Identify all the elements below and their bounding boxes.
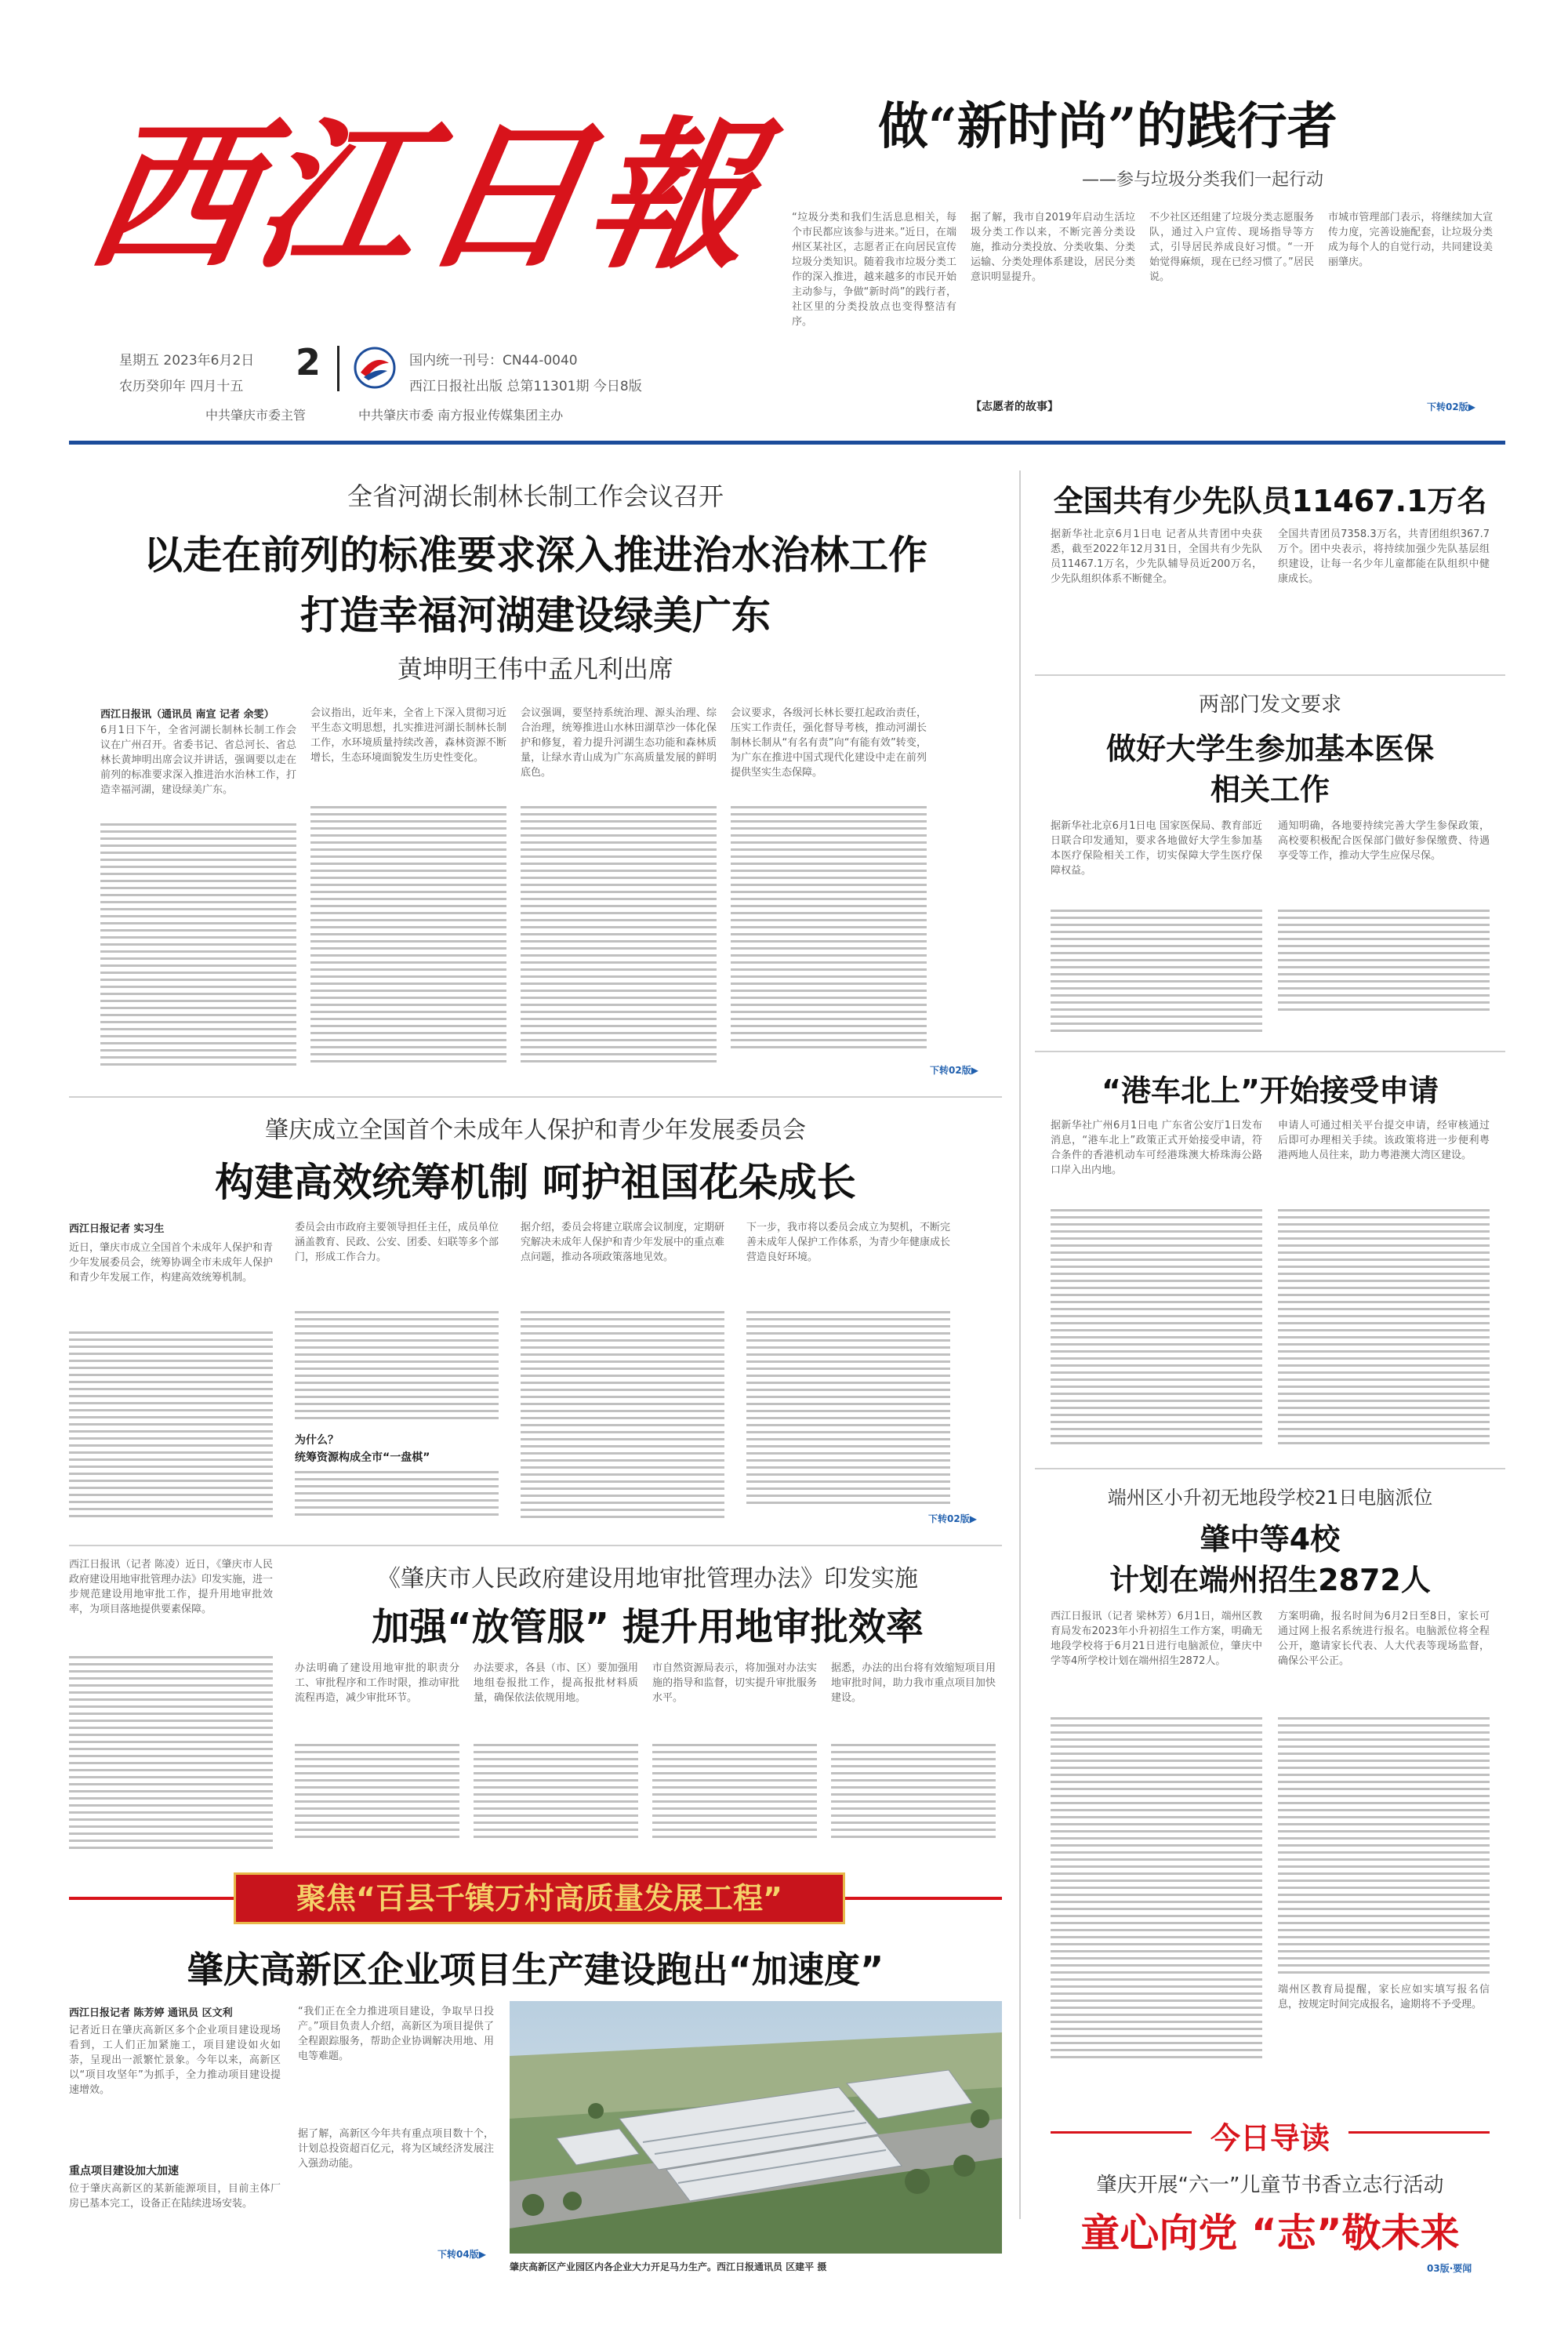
lead-col2-body <box>310 806 506 1065</box>
date-line: 星期五 2023年6月2日 <box>119 353 255 369</box>
industrial-park-photo <box>510 2001 1002 2254</box>
minors-col1-body <box>69 1331 273 1520</box>
land-col3-body <box>652 1744 817 1838</box>
hk-cars-story <box>1035 1057 1505 1465</box>
hk-cars-col2-body <box>1278 1209 1490 1444</box>
top-feature-subtitle: ——参与垃圾分类我们一起行动 <box>1082 170 1324 190</box>
land-col-left-body <box>69 1656 273 1852</box>
land-story <box>69 1551 1002 1872</box>
hk-cars-col1: 据新华社广州6月1日电 广东省公安厅1日发布消息，“港车北上”政策正式开始接受申请，符合条件的香港机动车可经港珠澳大桥珠海公路口岸入出内地。 <box>1051 1120 1262 1176</box>
column-divider <box>1019 470 1021 2219</box>
cn-code: 国内统一刊号：CN44-0040 <box>409 353 578 369</box>
top-feature-more[interactable]: 下转02版▶ <box>1427 401 1475 412</box>
insurance-kicker: 两部门发文要求 <box>1198 693 1341 717</box>
land-title: 加强“放管服” 提升用地审批效率 <box>372 1605 924 1649</box>
insurance-title-line2: 相关工作 <box>1210 772 1330 807</box>
exam-col2-body <box>1278 1717 1490 1976</box>
top-feature-title: 做“新时尚”的践行者 <box>878 97 1338 156</box>
publisher-line: 西江日报社出版 总第11301期 今日8版 <box>409 379 642 394</box>
lead-byline: 西江日报讯（通讯员 南宣 记者 余雯） <box>100 709 274 721</box>
minors-col1: 近日，肇庆市成立全国首个未成年人保护和青少年发展委员会，统筹协调全市未成年人保护和青少年发展工作，构建高效统筹机制。 <box>69 1242 273 1284</box>
lead-kicker: 全省河湖长制林长制工作会议召开 <box>347 481 724 511</box>
exam-col1: 西江日报讯（记者 梁林芳）6月1日，端州区教育局发布2023年小升初招生工作方案，明确无地段学校将于6月21日进行电脑派位，肇庆中学等4所学校计划在端州招生2872人。 <box>1051 1611 1262 1667</box>
sponsor-left: 中共肇庆市委主管 <box>205 408 307 423</box>
focus-banner <box>69 1872 1002 1924</box>
preview-more[interactable]: 03版·要闻 <box>1427 2263 1472 2274</box>
hk-cars-col1-body <box>1051 1209 1262 1444</box>
lead-col3: 会议强调，要坚持系统治理、源头治理、综合治理，统筹推进山水林田湖草沙一体化保护和修复，着力提升河湖生态功能和森林质量，让绿水青山成为广东高质量发展的鲜明底色。 <box>521 707 717 779</box>
top-feature-col1: “垃圾分类和我们生活息息相关，每个市民都应该参与进来。”近日，在端州区某社区，志愿者正在向居民宣传垃圾分类知识。随着我市垃圾分类工作的深入推进，越来越多的市民开始主动参与，争做“新时尚”的践行者，社区里的分类投放点也变得整洁有序。 <box>792 212 956 328</box>
minors-kicker: 肇庆成立全国首个未成年人保护和青少年发展委员会 <box>265 1117 806 1144</box>
preview-title[interactable]: 童心向党 “志”敬未来 <box>1080 2210 1460 2256</box>
issue-line: 农历癸卯年 四月十五 <box>119 379 244 394</box>
land-col2-body <box>474 1744 638 1838</box>
pioneers-story <box>1035 470 1505 682</box>
section-divider <box>69 1545 1002 1546</box>
hk-cars-title: “港车北上”开始接受申请 <box>1102 1073 1439 1108</box>
hightech-title: 肇庆高新区企业项目生产建设跑出“加速度” <box>187 1949 884 1991</box>
minors-col2-body <box>295 1311 499 1421</box>
lead-col2: 会议指出，近年来，全省上下深入贯彻习近平生态文明思想，扎实推进河湖长制林长制工作，水环境质量持续改善，森林资源不断增长，生态环境面貌发生历史性变化。 <box>310 707 506 764</box>
lead-title-line1: 以走在前列的标准要求深入推进治水治林工作 <box>143 532 927 578</box>
photo-caption: 肇庆高新区产业园区内各企业大力开足马力生产。西江日报通讯员 区建平 摄 <box>510 2261 827 2272</box>
land-col1: 办法明确了建设用地审批的职责分工、审批程序和工作时限，推动审批流程再造，减少审批环节。 <box>295 1662 459 1704</box>
hightech-col2: “我们正在全力推进项目建设，争取早日投产。”项目负责人介绍，高新区为项目提供了全程跟踪服务，帮助企业协调解决用地、用电等难题。 <box>298 2006 494 2062</box>
land-col2: 办法要求，各县（市、区）要加强用地组卷报批工作，提高报批材料质量，确保依法依规用地。 <box>474 1662 638 1704</box>
day-number: 2 <box>296 341 321 383</box>
hightech-more[interactable]: 下转04版▶ <box>437 2249 486 2260</box>
sponsor-right: 中共肇庆市委 南方报业传媒集团主办 <box>358 408 564 423</box>
minors-col4: 下一步，我市将以委员会成立为契机，不断完善未成年人保护工作体系，为青少年健康成长营造良好环境。 <box>746 1222 950 1263</box>
lead-more[interactable]: 下转02版▶ <box>930 1065 978 1076</box>
masthead-logo <box>75 94 782 298</box>
hightech-sub: 重点项目建设加大加速 <box>69 2165 179 2177</box>
top-feature-col3: 不少社区还组建了垃圾分类志愿服务队，通过入户宣传、现场指导等方式，引导居民养成良好习惯。“一开始觉得麻烦，现在已经习惯了。”居民说。 <box>1149 212 1314 283</box>
minors-title: 构建高效统筹机制 呵护祖国花朵成长 <box>215 1160 856 1205</box>
minors-sub-q: 为什么？ <box>295 1434 339 1447</box>
lead-col3-body <box>521 806 717 1065</box>
minors-col2-body2 <box>295 1471 499 1520</box>
exam-story <box>1035 1474 1505 2101</box>
lead-title-line2: 打造幸福河湖建设绿美广东 <box>300 593 771 638</box>
land-col3: 市自然资源局表示，将加强对办法实施的指导和监督，切实提升审批服务水平。 <box>652 1662 817 1704</box>
hightech-col2b: 据了解，高新区今年共有重点项目数十个，计划总投资超百亿元，将为区域经济发展注入强劲动能。 <box>298 2128 494 2170</box>
hightech-col1b: 位于肇庆高新区的某新能源项目，目前主体厂房已基本完工，设备正在陆续进场安装。 <box>69 2183 281 2210</box>
top-feature <box>792 78 1501 423</box>
masthead-rule <box>69 441 1505 445</box>
pioneers-title: 全国共有少先队员11467.1万名 <box>1053 484 1487 518</box>
pioneers-col2: 全国共青团员7358.3万名，共青团组织367.7万个。团中央表示，将持续加强少先队基层组织建设，让每一名少年儿童都能在队组织中健康成长。 <box>1278 528 1490 585</box>
lead-col1-body <box>100 823 296 1066</box>
hightech-story <box>69 1930 1002 2291</box>
preview-rule-right <box>1348 2131 1490 2134</box>
section-divider <box>1035 1051 1505 1052</box>
land-col-left: 西江日报讯（记者 陈凌）近日，《肇庆市人民政府建设用地审批管理办法》印发实施，进一步规范建设用地审批工作，提升用地审批效率，为项目落地提供要素保障。 <box>69 1559 273 1615</box>
banner-text: 聚焦“百县千镇万村高质量发展工程” <box>296 1881 782 1916</box>
insurance-col2: 通知明确，各地要持续完善大学生参保政策，高校要积极配合医保部门做好参保缴费、待遇享受等工作，推动大学生应保尽保。 <box>1278 820 1490 862</box>
lead-col4: 会议要求，各级河长林长要扛起政治责任，压实工作责任，强化督导考核，推动河湖长制林长制从“有名有责”向“有能有效”转变，为广东在推进中国式现代化建设中走在前列提供坚实生态保障。 <box>731 707 927 779</box>
pioneers-col1: 据新华社北京6月1日电 记者从共青团中央获悉，截至2022年12月31日，全国共有少先队员11467.1万名，少先队辅导员近200万名，少先队组织体系不断健全。 <box>1051 528 1262 585</box>
lead-col1: 6月1日下午，全省河湖长制林长制工作会议在广州召开。省委书记、省总河长、省总林长黄坤明出席会议并讲话，强调要以走在前列的标准要求深入推进治水治林工作，打造幸福河湖，建设绿美广东。 <box>100 725 296 796</box>
publisher-logo-icon <box>353 346 397 390</box>
insurance-col2-body <box>1278 910 1490 1012</box>
preview-label: 今日导读 <box>1210 2121 1330 2156</box>
top-feature-tag: 【志愿者的故事】 <box>971 401 1058 413</box>
hightech-byline: 西江日报记者 陈芳婷 通讯员 区文利 <box>69 2007 233 2019</box>
top-feature-col4: 市城市管理部门表示，将继续加大宣传力度，完善设施配套，让垃圾分类成为每个人的自觉行动，共同建设美丽肇庆。 <box>1328 212 1493 268</box>
exam-kicker: 端州区小升初无地段学校21日电脑派位 <box>1107 1487 1433 1509</box>
masthead-info <box>119 341 793 427</box>
banner-box <box>234 1872 845 1924</box>
insurance-col1-body <box>1051 910 1262 1035</box>
land-col4-body <box>831 1744 996 1838</box>
section-divider <box>1035 1468 1505 1469</box>
today-preview <box>1035 2101 1505 2290</box>
minors-sub-a: 统筹资源构成全市“一盘棋” <box>295 1451 430 1464</box>
minors-col3-body <box>521 1311 724 1520</box>
section-divider <box>1035 674 1505 676</box>
exam-col2: 方案明确，报名时间为6月2日至8日，家长可通过网上报名系统进行报名。电脑派位将全程公开，邀请家长代表、人大代表等现场监督，确保公平公正。 <box>1278 1611 1490 1667</box>
divider-bar <box>337 346 339 391</box>
minors-col3: 据介绍，委员会将建立联席会议制度，定期研究解决未成年人保护和青少年发展中的重点难点问题，推动各项政策落地见效。 <box>521 1222 724 1263</box>
minors-byline: 西江日报记者 实习生 <box>69 1223 165 1235</box>
preview-rule-left <box>1051 2131 1192 2134</box>
minors-more[interactable]: 下转02版▶ <box>928 1513 977 1524</box>
minors-story <box>69 1102 1002 1542</box>
section-divider <box>69 1096 1002 1098</box>
land-col1-body <box>295 1744 459 1838</box>
hk-cars-col2: 申请人可通过相关平台提交申请，经审核通过后即可办理相关手续。该政策将进一步便利粤港两地人员往来，助力粤港澳大湾区建设。 <box>1278 1120 1490 1161</box>
exam-title-line1: 肇中等4校 <box>1200 1522 1341 1556</box>
land-col4: 据悉，办法的出台将有效缩短项目用地审批时间，助力我市重点项目加快建设。 <box>831 1662 996 1704</box>
exam-title-line2: 计划在端州招生2872人 <box>1109 1563 1431 1597</box>
hightech-col1: 记者近日在肇庆高新区多个企业项目建设现场看到，工人们正加紧施工，项目建设如火如荼，呈现出一派繁忙景象。今年以来，高新区以“项目攻坚年”为抓手，全力推动项目建设提速增效。 <box>69 2025 281 2096</box>
lead-col4-body <box>731 806 927 1049</box>
minors-col4-body <box>746 1311 950 1507</box>
insurance-col1: 据新华社北京6月1日电 国家医保局、教育部近日联合印发通知，要求各地做好大学生参加基本医疗保险相关工作，切实保障大学生医疗保障权益。 <box>1051 820 1262 877</box>
minors-col2: 委员会由市政府主要领导担任主任，成员单位涵盖教育、民政、公安、团委、妇联等多个部门，形成工作合力。 <box>295 1222 499 1263</box>
lead-story <box>69 470 1002 1090</box>
logo-text: 西江日報 <box>75 101 775 291</box>
lead-attendees: 黄坤明王伟中孟凡利出席 <box>397 654 673 684</box>
exam-col1-body <box>1051 1717 1262 2062</box>
insurance-story <box>1035 681 1505 1049</box>
exam-col3: 端州区教育局提醒，家长应如实填写报名信息，按规定时间完成报名，逾期将不予受理。 <box>1278 1984 1490 2010</box>
insurance-title-line1: 做好大学生参加基本医保 <box>1105 732 1434 766</box>
top-feature-col2: 据了解，我市自2019年启动生活垃圾分类工作以来，不断完善分类设施，推动分类投放、分类收集、分类运输、分类处理体系建设，居民分类意识明显提升。 <box>971 212 1135 283</box>
preview-kicker: 肇庆开展“六一”儿童节书香立志行活动 <box>1096 2174 1444 2197</box>
land-kicker: 《肇庆市人民政府建设用地审批管理办法》印发实施 <box>377 1565 918 1593</box>
